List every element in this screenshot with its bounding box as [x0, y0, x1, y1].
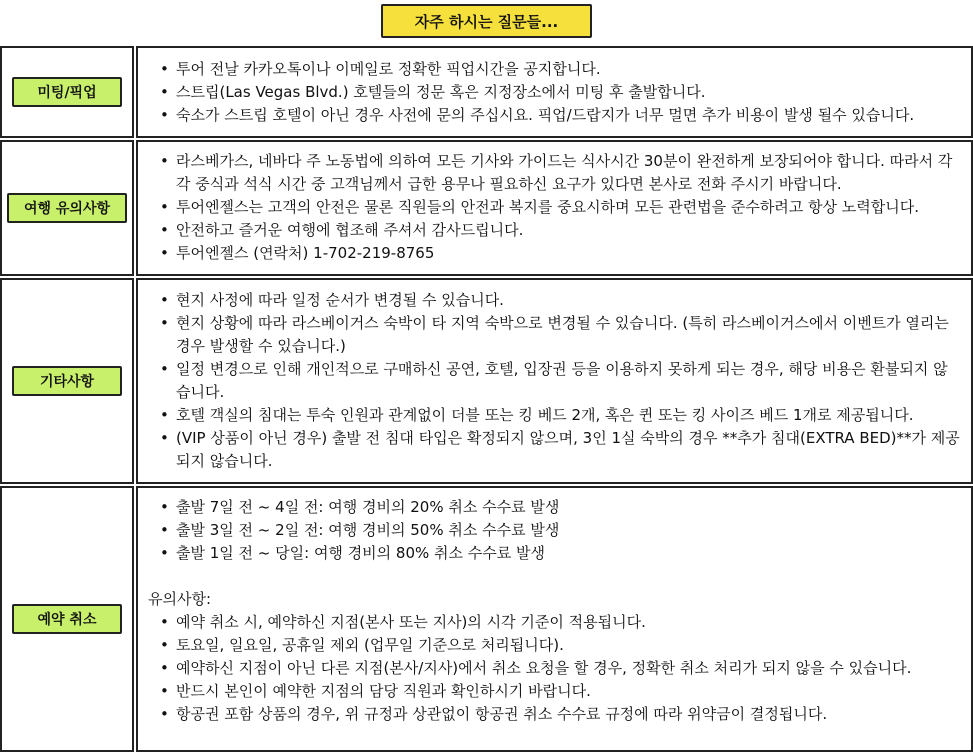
section-cancellation [0, 486, 973, 752]
bullet-list [148, 58, 961, 127]
list-item: • 현지 사정에 따라 일정 순서가 변경될 수 있습니다. [176, 289, 961, 312]
list-item: • 스트립(Las Vegas Blvd.) 호텔들의 정문 혹은 지정장소에서 미팅 후 출발합니다. [176, 81, 961, 104]
list-item: • 일정 변경으로 인해 개인적으로 구매하신 공연, 호텔, 입장권 등을 이용하지 못하게 되는 경우, 해당 비용은 환불되지 않습니다. [176, 358, 961, 404]
bullet-list [148, 496, 961, 565]
list-item: • 예약 취소 시, 예약하신 지점(본사 또는 지사)의 시각 기준이 적용됩니다. [176, 611, 961, 634]
list-item: • 안전하고 즐거운 여행에 협조해 주셔서 감사드립니다. [176, 219, 961, 242]
section-meeting-pickup [0, 46, 973, 138]
list-item: • 투어엔젤스 (연락처) 1-702-219-8765 [176, 242, 961, 265]
notes-heading: 유의사항: [148, 590, 212, 608]
section-content [136, 46, 973, 138]
section-label-cell [0, 486, 134, 752]
section-travel-notes [0, 140, 973, 276]
list-item: • 출발 1일 전 ~ 당일: 여행 경비의 80% 취소 수수료 발생 [176, 542, 961, 565]
section-label-cell [0, 140, 134, 276]
bullet-list [148, 289, 961, 473]
list-item: • 현지 상황에 따라 라스베이거스 숙박이 타 지역 숙박으로 변경될 수 있습니다. (특히 라스베이거스에서 이벤트가 열리는 경우 발생할 수 있습니다.) [176, 312, 961, 358]
list-item: • 예약하신 지점이 아닌 다른 지점(본사/지사)에서 취소 요청을 할 경우, 정확한 취소 처리가 되지 않을 수 있습니다. [176, 657, 961, 680]
section-content [136, 140, 973, 276]
list-item: • 토요일, 일요일, 공휴일 제외 (업무일 기준으로 처리됩니다). [176, 634, 961, 657]
list-item: • 투어 전날 카카오톡이나 이메일로 정확한 픽업시간을 공지합니다. [176, 58, 961, 81]
list-item: • 출발 3일 전 ~ 2일 전: 여행 경비의 50% 취소 수수료 발생 [176, 519, 961, 542]
list-item: • 항공권 포함 상품의 경우, 위 규정과 상관없이 항공권 취소 수수료 규정에 따라 위약금이 결정됩니다. [176, 703, 961, 726]
section-label-cancellation: 예약 취소 [12, 604, 122, 634]
section-content [136, 278, 973, 484]
section-label-cell [0, 278, 134, 484]
list-item: • 출발 7일 전 ~ 4일 전: 여행 경비의 20% 취소 수수료 발생 [176, 496, 961, 519]
list-item: • 호텔 객실의 침대는 투숙 인원과 관계없이 더블 또는 킹 베드 2개, 혹은 퀸 또는 킹 사이즈 베드 1개로 제공됩니다. [176, 404, 961, 427]
list-item: • 반드시 본인이 예약한 지점의 담당 직원과 확인하시기 바랍니다. [176, 680, 961, 703]
section-content [136, 486, 973, 752]
page-title: 자주 하시는 질문들... [381, 4, 592, 38]
notes-bullet-list [148, 611, 961, 726]
section-label-other: 기타사항 [12, 366, 122, 396]
bullet-list [148, 150, 961, 265]
section-label-travel-notes: 여행 유의사항 [7, 193, 127, 223]
section-label-cell [0, 46, 134, 138]
list-item: • 숙소가 스트립 호텔이 아닌 경우 사전에 문의 주십시요. 픽업/드랍지가 너무 멀면 추가 비용이 발생 될수 있습니다. [176, 104, 961, 127]
list-item: • (VIP 상품이 아닌 경우) 출발 전 침대 타입은 확정되지 않으며, 3인 1실 숙박의 경우 **추가 침대(EXTRA BED)**가 제공되지 않습니다. [176, 427, 961, 473]
list-item: • 라스베가스, 네바다 주 노동법에 의하여 모든 기사와 가이드는 식사시간 30분이 완전하게 보장되어야 합니다. 따라서 각각 중식과 석식 시간 중 고객님께서 급한 용무나 필요하신 요구가 있다면 본사로 전화 주시기 바랍니다. [176, 150, 961, 196]
section-other [0, 278, 973, 484]
list-item: • 투어엔젤스는 고객의 안전은 물론 직원들의 안전과 복지를 중요시하며 모든 관련법을 준수하려고 항상 노력합니다. [176, 196, 961, 219]
section-label-meeting-pickup: 미팅/픽업 [12, 77, 122, 107]
